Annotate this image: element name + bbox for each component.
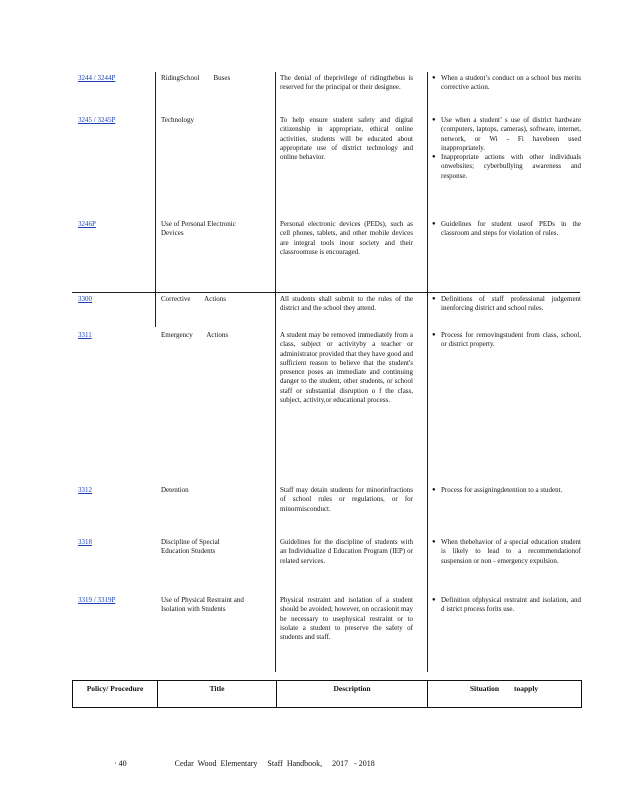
situation-list bbox=[432, 74, 581, 93]
header-title: Title bbox=[209, 684, 225, 693]
policy-description: Personal electronic devices (PEDs), such as cell phones, tablets, and other mobile devices are integral tools inour society and their classroomuse is encouraged. bbox=[280, 220, 413, 256]
policy-title: Technology bbox=[161, 116, 194, 124]
situation-item: ● When thebehavior of a special education student is likely to lead to a recommendationof suspension or non - emergency expulsion. bbox=[441, 538, 581, 566]
policy-description: All students shall submit to the rules of the district and the school they attend. bbox=[280, 295, 413, 313]
policy-description: A student may be removed immediately from a class, subject or activityby a teacher or administrator provided that they have good and sufficient reason to believe that the student's presence poses an immediate and continuing danger to the student, other students, or school staff or substantial disruption o f the class, subject, activity,or educational process. bbox=[280, 331, 413, 405]
situation-list bbox=[432, 295, 581, 314]
policy-code-link[interactable]: 3319 / 3319P bbox=[78, 596, 116, 604]
situation-list bbox=[432, 538, 581, 566]
column-divider bbox=[275, 72, 276, 672]
situation-item: ● Process for removingstudent from class, school, or district property. bbox=[441, 331, 581, 350]
policy-code-link[interactable]: 3318 bbox=[78, 538, 92, 546]
situation-list bbox=[432, 331, 581, 350]
header-policy-procedure: Policy/ Procedure bbox=[86, 684, 144, 693]
situation-item: ● When a student’s conduct on a school bus merits corrective action. bbox=[441, 74, 581, 93]
policy-title: Detention bbox=[161, 486, 189, 494]
policy-code-link[interactable]: 3300 bbox=[78, 295, 92, 303]
situation-list bbox=[432, 596, 581, 615]
situation-list bbox=[432, 220, 581, 239]
situation-list bbox=[432, 486, 581, 495]
policy-description: Guidelines for the discipline of students with an Individualize d Education Program (IEP) or related services. bbox=[280, 538, 413, 565]
policy-description: Physical restraint and isolation of a student should be avoided; however, on occasionit may be necessary to usephysical restraint or to isolate a student to preserve the safety of students and staff. bbox=[280, 596, 413, 642]
policy-title: Emergency Actions bbox=[161, 331, 229, 339]
policy-description: To help ensure student safety and digital citizenship in appropriate, ethical online activities, students will be educated about appropriate use of district technology and online behavior. bbox=[280, 116, 413, 162]
column-divider bbox=[155, 72, 156, 327]
policy-code-link[interactable]: 3312 bbox=[78, 486, 92, 494]
policy-title: Use of Personal Electronic Devices bbox=[161, 220, 236, 238]
header-situation: Situation toapply bbox=[469, 684, 539, 693]
policy-description: The denial of theprivilege of ridingthebus is reserved for the principal or their designee. bbox=[280, 74, 413, 92]
situation-item: ● Definition ofphysical restraint and isolation, and d istrict process forits use. bbox=[441, 596, 581, 615]
policy-title: Corrective Actions bbox=[161, 295, 226, 303]
policy-code-link[interactable]: 3244 / 3244P bbox=[78, 74, 116, 82]
page-number: · 40 bbox=[114, 759, 127, 768]
situation-list bbox=[432, 116, 581, 181]
header-description: Description bbox=[333, 684, 371, 693]
table-header-row bbox=[72, 680, 582, 708]
situation-item: ● Process for assigningdetention to a student. bbox=[441, 486, 581, 495]
policy-code-link[interactable]: 3246P bbox=[78, 220, 96, 228]
column-divider bbox=[427, 72, 428, 672]
policy-title: Use of Physical Restraint and Isolation with Students bbox=[161, 596, 244, 614]
row-divider bbox=[72, 292, 580, 293]
situation-item: ● Definitions of staff professional judgement inenforcing district and school rules. bbox=[441, 295, 581, 314]
policy-code-link[interactable]: 3311 bbox=[78, 331, 92, 339]
policy-title: Discipline of Special Education Students bbox=[161, 538, 220, 556]
policy-code-link[interactable]: 3245 / 3245P bbox=[78, 116, 116, 124]
footer-text: Cedar Wood Elementary Staff Handbook, 2017 - 2018 bbox=[174, 759, 375, 768]
situation-item: ● Guidelines for student useof PEDs in the classroom and steps for violation of rules. bbox=[441, 220, 581, 239]
situation-item: ● Inappropriate actions with other individuals onwebsites; cyberbullying awareness and response. bbox=[441, 153, 581, 181]
situation-item: ● Use when a student’ s use of district hardware (computers, laptops, cameras), software, internet, network, or Wi - Fi havebeen used inappropriately. bbox=[441, 116, 581, 153]
policy-title: RidingSchool Buses bbox=[161, 74, 231, 82]
policy-description: Staff may detain students for minorinfractions of school rules or regulations, or for minormisconduct. bbox=[280, 486, 413, 513]
page-footer bbox=[106, 750, 375, 777]
